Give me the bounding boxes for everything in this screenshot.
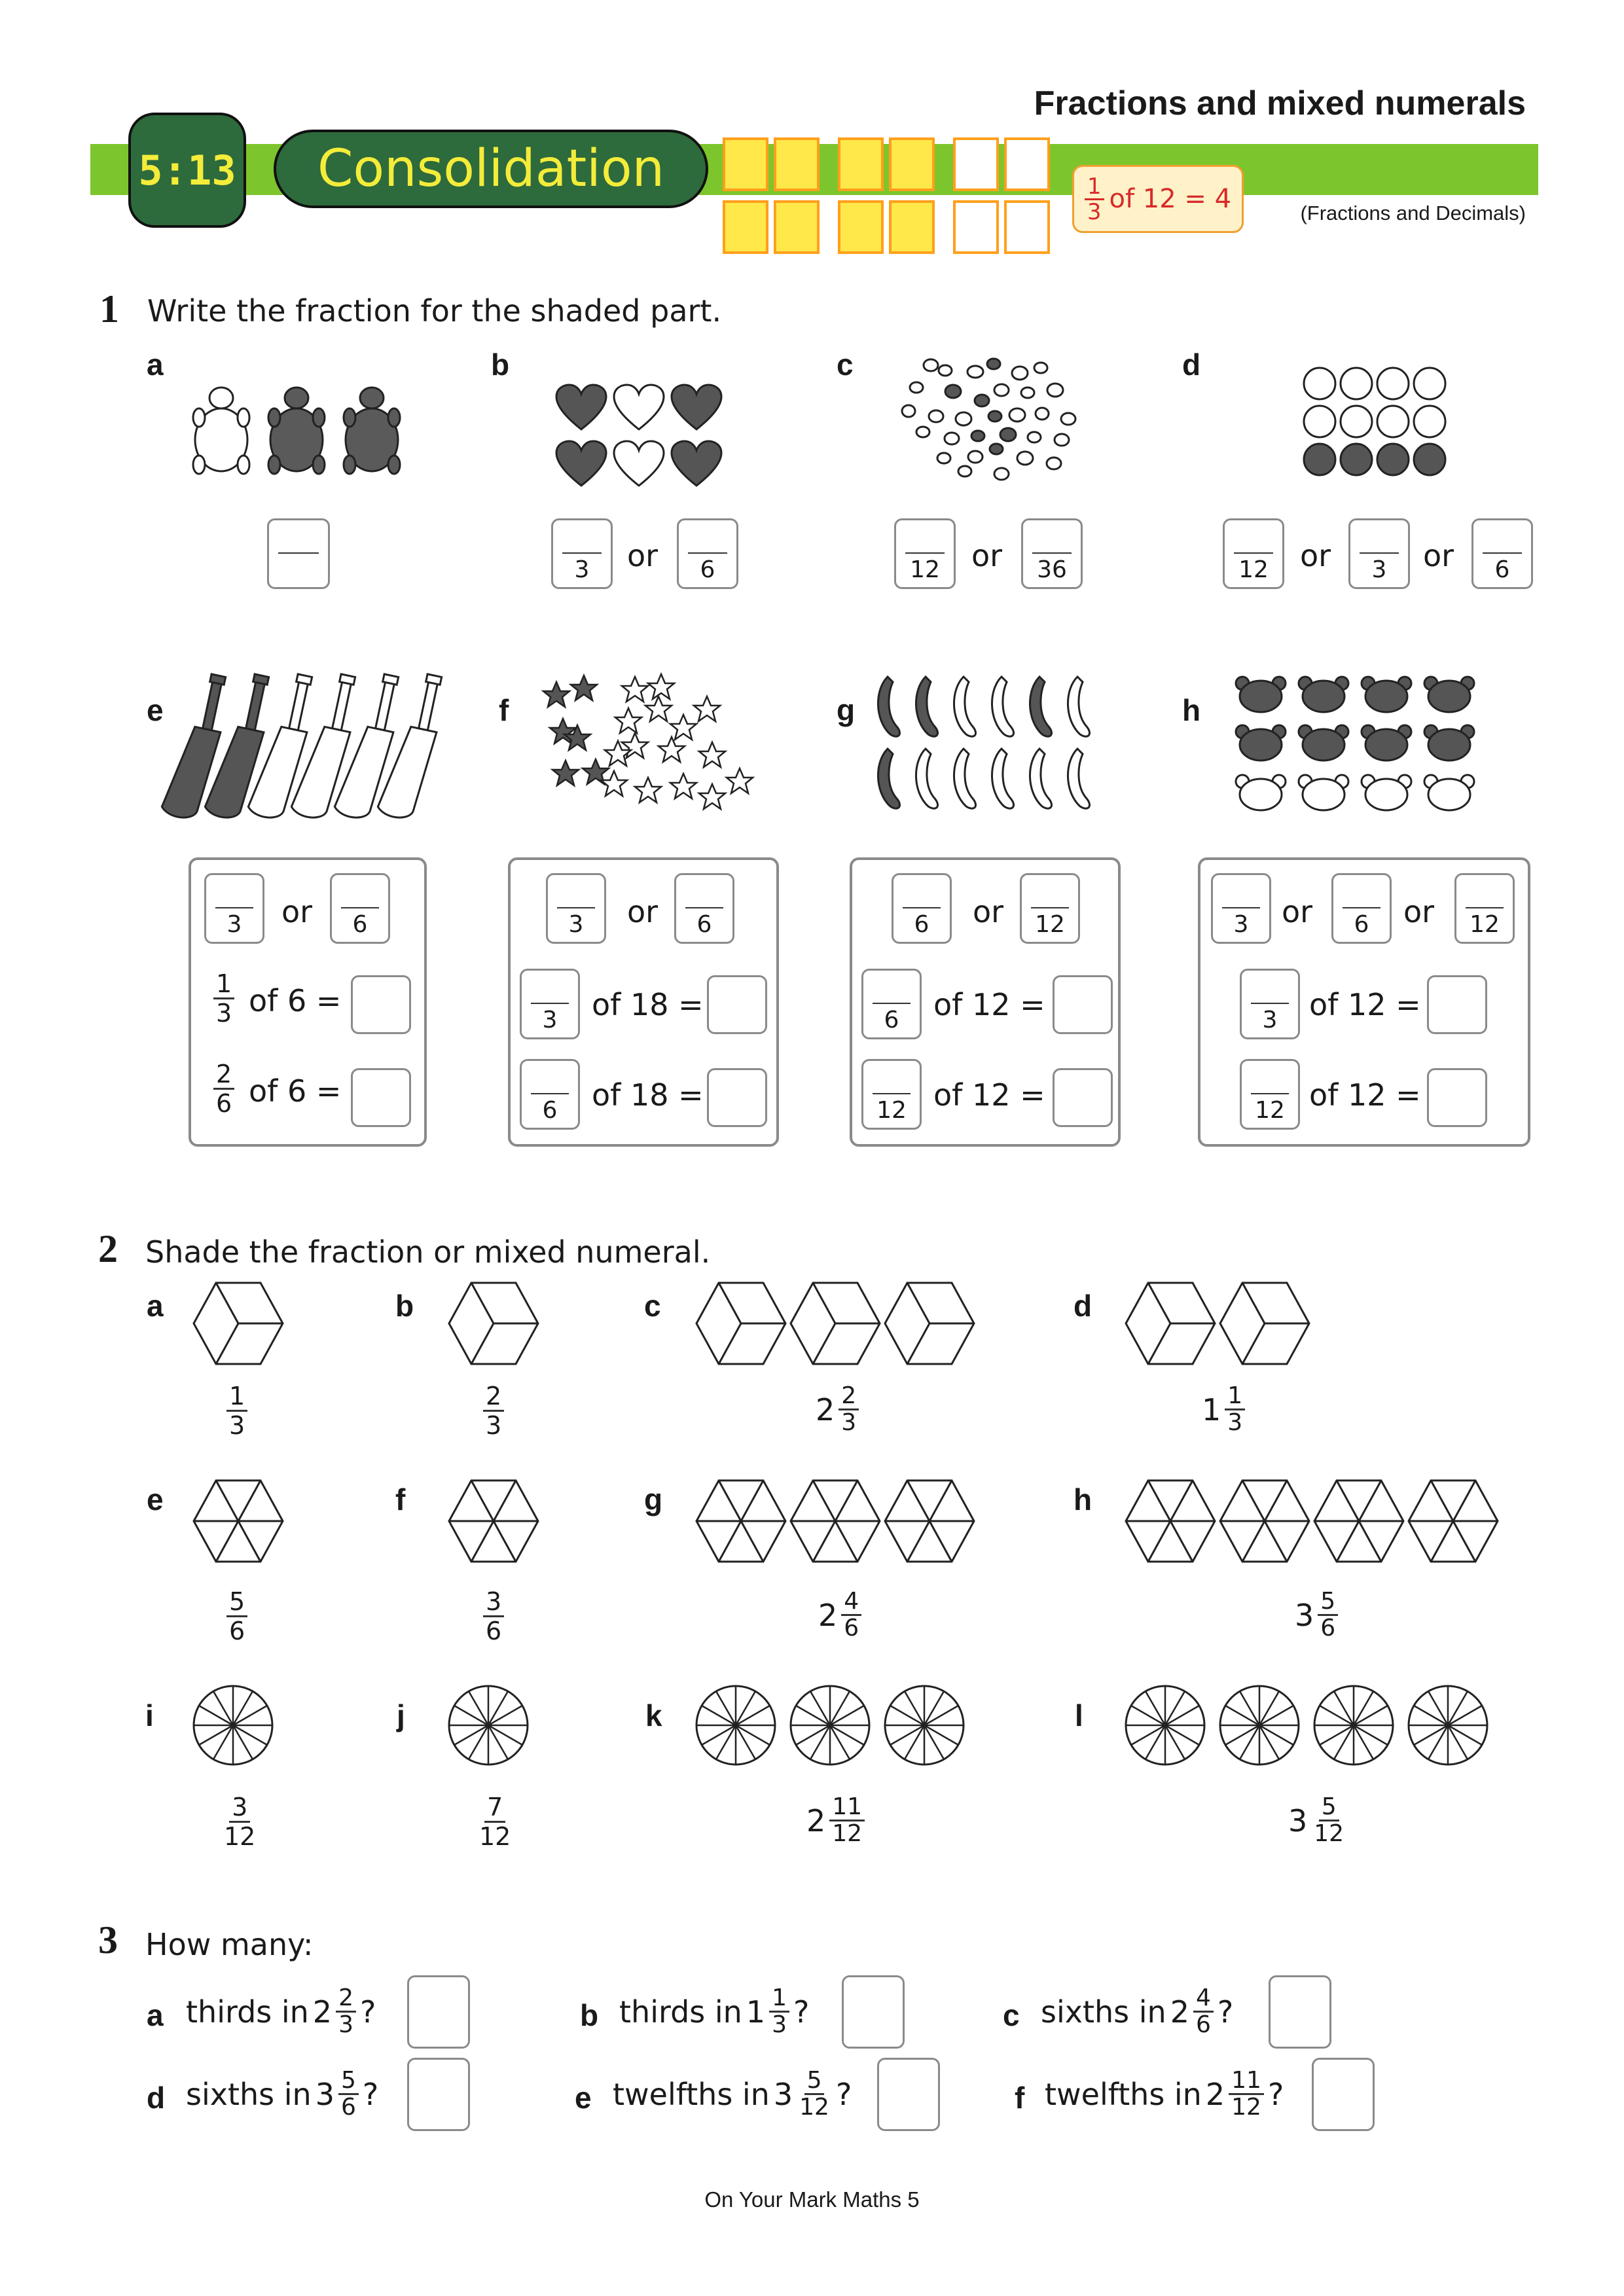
- part-label: g: [644, 1482, 663, 1516]
- banana-icons: [878, 677, 1114, 814]
- whole-number: 2: [1170, 1994, 1189, 2030]
- whole-number: 2: [816, 1391, 835, 1427]
- denominator: 6: [542, 1097, 558, 1124]
- target-fraction: [226, 1588, 247, 1645]
- or-word: or: [627, 894, 659, 929]
- numerator: 5: [804, 2068, 825, 2095]
- part-label: b: [491, 348, 510, 382]
- answer-box[interactable]: [707, 975, 767, 1034]
- denominator: 12: [1035, 911, 1065, 938]
- numerator: 5: [1319, 1795, 1339, 1821]
- whole-number: 1: [1202, 1391, 1221, 1427]
- part-label: b: [395, 1289, 414, 1323]
- answer-fraction-box[interactable]: [1021, 518, 1083, 589]
- of-text: of 6 =: [249, 1073, 342, 1109]
- denominator: 6: [914, 911, 929, 938]
- or-word: or: [1423, 538, 1454, 573]
- how-many-question: [186, 2068, 378, 2120]
- denominator: 3: [841, 1409, 857, 1436]
- question-number: 1: [99, 287, 119, 331]
- cube-shape[interactable]: [194, 1283, 285, 1368]
- answer-box[interactable]: [1269, 1975, 1331, 2049]
- target-fraction: [483, 1382, 504, 1439]
- numerator: 1: [213, 970, 234, 999]
- denominator: 12: [876, 1097, 907, 1124]
- part-label: k: [645, 1698, 662, 1732]
- star-icons: [537, 669, 772, 813]
- question-number: 2: [98, 1227, 118, 1270]
- or-word: or: [1403, 894, 1435, 929]
- answer-box[interactable]: [407, 1975, 470, 2049]
- or-word: or: [973, 894, 1004, 929]
- whole-number: 2: [1205, 2076, 1225, 2112]
- circle-twelfths-shape[interactable]: [194, 1686, 275, 1767]
- page-subtitle: (Fractions and Decimals): [1300, 202, 1526, 224]
- denominator: 12: [1255, 1097, 1285, 1124]
- circle-icons: [1303, 367, 1460, 484]
- whole-number: 2: [818, 1597, 838, 1633]
- sample-fraction-badge: [1072, 165, 1244, 233]
- mascot-tile-icon: [774, 200, 820, 254]
- numerator: 5: [338, 2068, 359, 2095]
- question-prompt: Shade the fraction or mixed numeral.: [145, 1234, 711, 1270]
- cube-shapes[interactable]: [1126, 1283, 1316, 1368]
- denominator: 3: [542, 1007, 558, 1033]
- of-text: of 12 =: [933, 987, 1045, 1022]
- denominator: 3: [216, 999, 232, 1028]
- numerator: 1: [769, 1986, 789, 2013]
- target-mixed-numeral: [806, 1795, 865, 1846]
- denominator: 36: [1037, 556, 1067, 583]
- answer-fraction-box[interactable]: [1471, 518, 1533, 589]
- hexagon-shape[interactable]: [194, 1480, 285, 1566]
- answer-fraction-box[interactable]: [894, 518, 956, 589]
- page-title: Consolidation: [274, 130, 708, 208]
- or-word: or: [627, 538, 659, 573]
- mascot-tile-icon: [838, 137, 884, 191]
- denominator: 6: [844, 1615, 859, 1641]
- denominator: 6: [340, 2094, 356, 2121]
- circle-twelfths-shapes[interactable]: [696, 1686, 971, 1767]
- mascot-tile-icon: [774, 137, 820, 191]
- numerator: 3: [483, 1588, 504, 1617]
- numerator: 11: [1229, 2068, 1264, 2095]
- denominator: 3: [574, 556, 590, 583]
- part-label: e: [147, 1482, 164, 1516]
- page-topic: Fractions and mixed numerals: [1034, 84, 1526, 122]
- target-mixed-numeral: [1288, 1795, 1346, 1846]
- part-label: e: [147, 693, 164, 727]
- denominator: 6: [700, 556, 715, 583]
- part-label: d: [147, 2081, 166, 2115]
- denominator: 3: [1262, 1007, 1278, 1033]
- denominator: 3: [772, 2011, 787, 2038]
- denominator: 6: [229, 1617, 245, 1645]
- target-mixed-numeral: [1295, 1589, 1338, 1641]
- cube-shapes[interactable]: [696, 1283, 978, 1368]
- part-label: c: [837, 348, 854, 382]
- target-fraction: [477, 1793, 513, 1850]
- answer-fraction-box[interactable]: [546, 873, 606, 944]
- part-label: h: [1074, 1482, 1092, 1516]
- mascot-tile-icon: [723, 137, 768, 191]
- answer-box[interactable]: [351, 975, 411, 1034]
- numerator: 2: [839, 1384, 859, 1410]
- denominator: 6: [216, 1089, 232, 1118]
- answer-fraction-box[interactable]: [267, 518, 330, 589]
- numerator: 1: [1225, 1384, 1245, 1410]
- part-label: j: [397, 1698, 405, 1732]
- pebble-icons: [897, 353, 1106, 484]
- target-mixed-numeral: [816, 1384, 859, 1435]
- numerator: 11: [829, 1795, 865, 1821]
- denominator: 6: [352, 911, 368, 938]
- answer-fraction-box[interactable]: [1211, 873, 1271, 944]
- answer-fraction-box[interactable]: [1223, 518, 1284, 589]
- numerator: 7: [484, 1793, 505, 1823]
- or-word: or: [281, 894, 313, 929]
- answer-box[interactable]: [1053, 975, 1113, 1034]
- answer-fraction-box[interactable]: [1348, 518, 1410, 589]
- part-label: a: [147, 348, 164, 382]
- whole-number: 2: [806, 1803, 826, 1839]
- part-label: c: [644, 1289, 661, 1323]
- question-text: sixths in: [186, 2076, 312, 2112]
- part-label: i: [145, 1698, 154, 1732]
- answer-fraction-box[interactable]: [1240, 1059, 1300, 1130]
- whole-number: 2: [312, 1994, 333, 2030]
- answer-panel: [189, 857, 427, 1147]
- cricket-bat-icons: [171, 674, 460, 831]
- answer-box[interactable]: [842, 1975, 905, 2049]
- question-prompt: Write the fraction for the shaded part.: [147, 293, 722, 329]
- numerator: 3: [229, 1793, 250, 1823]
- question-mark: ?: [359, 1994, 376, 2030]
- denominator: 6: [1494, 556, 1510, 583]
- whole-number: 3: [315, 2076, 334, 2112]
- mascot-tile-icon: [1004, 137, 1050, 191]
- question-mark: ?: [362, 2076, 379, 2112]
- sample-fraction: [1085, 175, 1104, 224]
- numerator: 2: [336, 1986, 356, 2013]
- answer-box[interactable]: [351, 1068, 411, 1127]
- answer-box[interactable]: [1427, 1068, 1487, 1127]
- numerator: 2: [483, 1382, 504, 1412]
- turtle-icons: [190, 386, 406, 484]
- answer-panel: [1198, 857, 1530, 1147]
- part-label: h: [1182, 693, 1201, 727]
- answer-box[interactable]: [877, 2058, 940, 2131]
- answer-fraction-box[interactable]: [674, 873, 734, 944]
- fraction: [213, 1060, 234, 1117]
- how-many-question: [186, 1986, 376, 2037]
- answer-fraction-box[interactable]: [1331, 873, 1392, 944]
- part-label: l: [1075, 1698, 1083, 1732]
- hexagon-shape[interactable]: [449, 1480, 541, 1566]
- answer-fraction-box[interactable]: [1454, 873, 1515, 944]
- denominator: 6: [696, 911, 712, 938]
- part-label: f: [1015, 2081, 1025, 2115]
- denominator: 3: [486, 1411, 502, 1440]
- mascot-tile-icon: [953, 137, 999, 191]
- denominator: 6: [1195, 2011, 1211, 2038]
- mascot-tile-icon: [889, 200, 935, 254]
- numerator: 2: [213, 1060, 234, 1090]
- question-mark: ?: [835, 2076, 852, 2112]
- answer-fraction-box[interactable]: [551, 518, 613, 589]
- circle-twelfths-shape[interactable]: [449, 1686, 530, 1767]
- answer-fraction-box[interactable]: [1020, 873, 1080, 944]
- numerator: 4: [1193, 1986, 1214, 2013]
- denominator: 3: [229, 1411, 245, 1440]
- how-many-question: [1045, 2068, 1284, 2120]
- page-footer: On Your Mark Maths 5: [704, 2187, 920, 2212]
- whole-number: 3: [1288, 1803, 1308, 1839]
- answer-box[interactable]: [1427, 975, 1487, 1034]
- denominator: 12: [1238, 556, 1269, 583]
- mascot-tile-icon: [838, 200, 884, 254]
- answer-fraction-box[interactable]: [520, 1059, 580, 1130]
- answer-box[interactable]: [1053, 1068, 1113, 1127]
- mascot-tile-icon: [1004, 200, 1050, 254]
- answer-box[interactable]: [407, 2058, 470, 2131]
- of-text: of 6 =: [249, 983, 342, 1018]
- whole-number: 3: [1295, 1597, 1314, 1633]
- question-prompt: How many:: [145, 1927, 314, 1962]
- question-text: thirds in: [619, 1994, 742, 2030]
- hexagon-shapes[interactable]: [696, 1480, 978, 1566]
- question-text: sixths in: [1041, 1994, 1166, 2030]
- answer-panel: [850, 857, 1121, 1147]
- answer-fraction-box[interactable]: [330, 873, 390, 944]
- answer-fraction-box[interactable]: [861, 969, 922, 1039]
- mascot-tile-icon: [723, 200, 768, 254]
- hexagon-shapes[interactable]: [1126, 1480, 1506, 1566]
- heart-icons: [556, 385, 727, 490]
- denominator: 3: [568, 911, 584, 938]
- or-word: or: [1282, 894, 1313, 929]
- denominator: 6: [486, 1617, 502, 1645]
- target-fraction: [226, 1382, 247, 1439]
- part-label: d: [1182, 348, 1201, 382]
- question-mark: ?: [793, 1994, 810, 2030]
- how-many-question: [1041, 1986, 1233, 2037]
- sample-text: of 12 = 4: [1109, 184, 1232, 214]
- how-many-question: [619, 1986, 809, 2037]
- denominator: 3: [338, 2011, 353, 2038]
- fraction: [213, 970, 234, 1027]
- whole-number: 3: [773, 2076, 793, 2112]
- denominator: 12: [799, 2094, 829, 2121]
- denominator: 6: [1354, 911, 1369, 938]
- answer-fraction-box[interactable]: [861, 1059, 922, 1130]
- denominator: 12: [1470, 911, 1500, 938]
- part-label: g: [837, 693, 856, 727]
- denominator: 12: [1314, 1820, 1344, 1847]
- part-label: d: [1074, 1289, 1092, 1323]
- part-label: e: [575, 2081, 592, 2115]
- of-text: of 12 =: [1309, 1077, 1421, 1113]
- answer-fraction-box[interactable]: [204, 873, 264, 944]
- answer-fraction-box[interactable]: [520, 969, 580, 1039]
- denominator: 3: [1371, 556, 1387, 583]
- denominator: 3: [1233, 911, 1249, 938]
- numerator: 1: [1085, 175, 1104, 200]
- numerator: 5: [1318, 1589, 1338, 1616]
- numerator: 1: [226, 1382, 247, 1412]
- numerator: 4: [841, 1589, 861, 1616]
- part-label: b: [580, 1998, 599, 2032]
- question-mark: ?: [1217, 1994, 1234, 2030]
- denominator: 12: [832, 1820, 863, 1847]
- of-text: of 12 =: [933, 1077, 1045, 1113]
- or-word: or: [971, 538, 1003, 573]
- question-text: twelfths in: [613, 2076, 770, 2112]
- answer-fraction-box[interactable]: [892, 873, 952, 944]
- part-label: a: [147, 1289, 164, 1323]
- cube-shape[interactable]: [449, 1283, 541, 1368]
- question-number: 3: [98, 1918, 118, 1962]
- answer-box[interactable]: [1312, 2058, 1375, 2131]
- whole-number: 1: [746, 1994, 766, 2030]
- numerator: 5: [226, 1588, 247, 1617]
- part-label: f: [395, 1482, 406, 1516]
- denominator: 3: [1087, 198, 1102, 225]
- denominator: 12: [224, 1822, 256, 1851]
- circle-twelfths-shapes[interactable]: [1126, 1686, 1499, 1767]
- target-fraction: [483, 1588, 504, 1645]
- answer-box[interactable]: [707, 1068, 767, 1127]
- mascot-tile-icon: [889, 137, 935, 191]
- denominator: 12: [910, 556, 940, 583]
- target-mixed-numeral: [1202, 1384, 1245, 1435]
- denominator: 12: [479, 1822, 511, 1851]
- bear-face-icons: [1237, 677, 1499, 827]
- denominator: 3: [1227, 1409, 1243, 1436]
- of-text: of 12 =: [1309, 987, 1421, 1022]
- denominator: 12: [1231, 2094, 1261, 2121]
- or-word: or: [1300, 538, 1331, 573]
- target-fraction: [221, 1793, 258, 1850]
- question-text: twelfths in: [1045, 2076, 1202, 2112]
- of-text: of 18 =: [592, 1077, 704, 1113]
- denominator: 6: [884, 1007, 899, 1033]
- mascot-tile-icon: [953, 200, 999, 254]
- how-many-question: [613, 2068, 852, 2120]
- answer-panel: [508, 857, 779, 1147]
- denominator: 6: [1320, 1615, 1336, 1641]
- answer-fraction-box[interactable]: [677, 518, 738, 589]
- question-text: thirds in: [186, 1994, 309, 2030]
- mascot-tiles: [723, 137, 1063, 257]
- part-label: c: [1003, 1998, 1020, 2032]
- target-mixed-numeral: [818, 1589, 861, 1641]
- question-mark: ?: [1267, 2076, 1284, 2112]
- part-label: f: [499, 693, 509, 727]
- of-text: of 18 =: [592, 987, 704, 1022]
- answer-fraction-box[interactable]: [1240, 969, 1300, 1039]
- unit-badge: 5:13: [128, 113, 246, 228]
- part-label: a: [147, 1998, 164, 2032]
- denominator: 3: [226, 911, 242, 938]
